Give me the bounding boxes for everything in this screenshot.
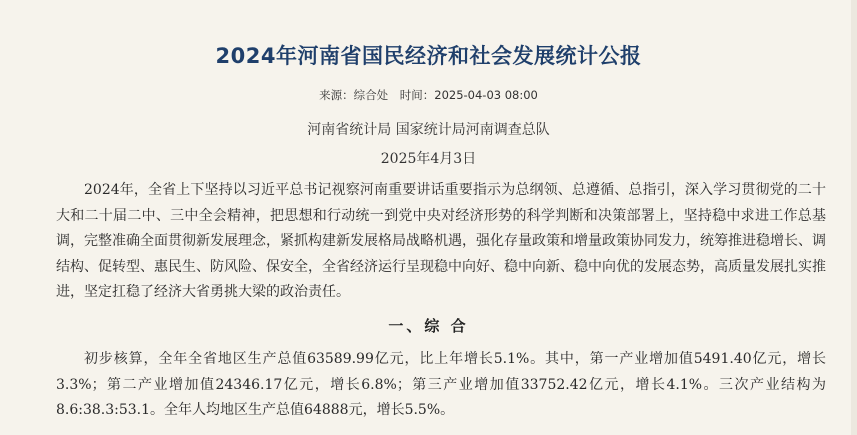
time-label: 时间：2025-04-03 08:00 (399, 88, 538, 102)
article-meta (0, 87, 857, 103)
source-label: 来源：综合处 (319, 88, 389, 102)
page-title: 2024年河南省国民经济和社会发展统计公报 (215, 44, 642, 68)
page-scrollbar[interactable] (851, 0, 857, 435)
section-heading: 一、综 合 (388, 317, 469, 335)
issuer-line: 河南省统计局 国家统计局河南调查总队 (307, 122, 550, 138)
report-date: 2025年4月3日 (380, 151, 477, 167)
section-paragraph: 初步核算，全年全省地区生产总值63589.99亿元，比上年增长5.1%。其中，第一产业增加值5491.40亿元，增长3.3%；第二产业增加值24346.17亿元，增长6.8%；第三产业增加值33752.42亿元，增长4.1%。三次产业结构为8.6:38.3:53.1。全年人均地区生产总值64888元，增长5.5%。 (56, 351, 826, 419)
intro-paragraph: 2024年，全省上下坚持以习近平总书记视察河南重要讲话重要指示为总纲领、总遵循、总指引，深入学习贯彻党的二十大和二十届二中、三中全会精神，把思想和行动统一到党中央对经济形势的科学判断和决策部署上，坚持稳中求进工作总基调，完整准确全面贯彻新发展理念，紧抓构建新发展格局战略机遇，强化存量政策和增量政策协同发力，统筹推进稳增长、调结构、促转型、惠民生、防风险、保安全，全省经济运行呈现稳中向好、稳中向新、稳中向优的发展态势，高质量发展扎实推进，坚定扛稳了经济大省勇挑大梁的政治责任。 (56, 182, 826, 301)
